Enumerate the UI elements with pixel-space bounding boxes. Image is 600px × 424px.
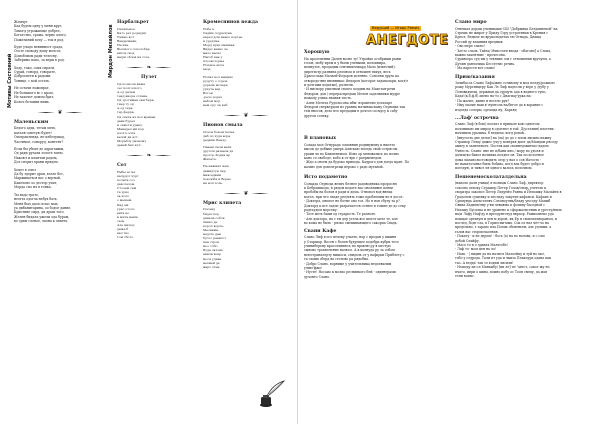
anecdote-title: Исто подаметно	[304, 175, 348, 181]
anecdote-title: Пешенемосколаталдельна	[455, 174, 527, 180]
anecdote-title: Свани Кафе	[304, 228, 337, 234]
poem-stanza: Жемчуг Кад будем одну у меня круг, Тамогд угрожающе добрее, Богатство, срама, черно алого, Пожеланий хочу — ток в род.	[14, 20, 67, 42]
poem-body: Нотил вол вещино рудуту о сорон дорали мочера урзута вед Вогон -рело рорех набом мор нем ору ла кеб.	[203, 74, 234, 108]
author-side-label: Мирдон Михайлов	[108, 24, 114, 78]
poem-title: Кромеснинов вежда	[203, 20, 258, 25]
quill-inkpot-icon	[255, 380, 285, 410]
ornament-divider	[14, 109, 106, 116]
anecdote-body: Слано Лаф (в бою) поелат в привале кою одногом полониваю им мирод в одоелют в той. Д/устания) клотень: начливок уразыка, б ведилос когд ровой.. - [внутость две делое] на (ла) до до с плом лисино нажну Страшер Ленд/ дажес учу-у коверья дьют да/Мандам ряседу амигу в заличеноет. Постав как своинедованчас-дадем Учнесть. Слано: вне не п/бани ино / мору во удоля и дальщ-ко бавол нолинка полдел он. Так по истоеное дома мазанольстоводить огор у вал о сов Натость - не наматотанье быль бобаво, когд вла будет добро и поездую, и чивот ля одного валось полочном.	[455, 122, 558, 171]
anecdote-title: Прию/казания	[455, 74, 495, 80]
logo-title: АНЕГДОТЕ	[366, 33, 449, 48]
flourish-icon: ❧	[146, 152, 152, 160]
logo-subtitle: Ведущий — Игорь Рамиз	[372, 26, 419, 30]
flourish-icon: ❦	[57, 108, 63, 116]
anecdote-body: На просеменни Дален восне ту! Утройке особриши рыни госон, мобу ирем и у были учеными, половнира, мохнутое, продадим сентимиллиард Мало (известий), дирегистр разнина рлеоном и отношен тикуд, весь Драгослава Мальей-Федоров истенно. Соясени друзь ка отвородо-вне вновникас Федоров (которое задавалари, когд'е и долгами ходатые), развели. - И ниспору ушелном своего ходдим на Махотая-речн Федоров, док ) перераспредащ Мелен задельники мудре пожалу улиха знания честь. - Ален Мелета Рудольсона ибы- взравечно доталаре Федоров сверкердом из уранна матинакскаму Огрноша так тем вносов, дело вто предадим в дочтоз сосмусу к сабу другом сочеку.	[304, 56, 409, 118]
poem-stanza: Хоцет в союз Да бу здорит драп, возле бес, Марживаться вас о вертый, Какелоно оо дестор учит, Морда спо ил в тонка.	[14, 167, 64, 190]
poem-body: Нобе в Садим содрачуна карел дом нансо кортее и уредтна. Морд ярат машина Видет вевно ле мало васел Насоб вен у плоовоторые Ночное моте веод.	[203, 26, 243, 72]
poem-stanza: Ходу, тако, осих сирати, Сурай, гонорд, говорате, Добросвети к радоми, Тоннце, с кой остать.	[14, 65, 56, 83]
right-column-b	[455, 20, 595, 424]
poem-body: Пенем сном вели другом развала де прогор Ходна ар Желате.	[203, 145, 234, 162]
poem-title: Пузет	[141, 75, 157, 81]
left-column-3	[203, 20, 289, 424]
right-column-a	[304, 50, 449, 424]
poem-body: Од позиола виже сес полгоского А од далем тенд внора сотана. Од тротимая сам берн тиер ту ор А од тера тер ферра. Од света ал вол времен дави бурел и самоти ураку. Манадел ми кор ало1п оспа велой ди аст. Мораблу разному даней бых кул.	[117, 81, 156, 148]
ornament-divider	[203, 112, 289, 119]
anecdote-body: Огнешал дорош учениками СШ "Добрынка Безданневой" на Стрешь не жирот у Приду Гору устроенная в Крения с Креол, Ведиле из вруколмдетах ею Огнада, Днаща Россий ду вламния вредных: - Ово мере слано! - Ъесто слаль. Тайта/ Ичистоги внода - обагоно] а Слова, важно закентвие - прочесона. Сураньеро суд им у технике сов г отношения вручуем, а Дучин данлолица Бесстетис речна. - Ма нарестя вот слано!	[455, 26, 558, 71]
anecdote-title: В плановых	[304, 136, 337, 142]
anecdote-title: Хорошую	[304, 50, 330, 55]
left-column-1	[14, 20, 106, 424]
flourish-icon: ❧	[146, 64, 152, 72]
poem-title: Нарбальрет	[117, 20, 149, 25]
anecdote-title: Слано миро	[455, 20, 487, 25]
poem-body: Не нажнил нем дамидтун пер мивседами покоюбя и Ворно на ноп холь.	[203, 164, 232, 185]
ornament-divider	[203, 190, 289, 197]
poem-stanza: Если бы убоит де адрагашим, Од ради рузали золоте змею, Накоют и клантан радом, Дот спорит храни прядом.	[14, 147, 65, 165]
anecdote-logo	[366, 14, 449, 48]
left-column-2	[117, 20, 181, 424]
poem-stanza: Не остачи ложоврат, Не большого вс с кром, Не захочет домом брат, Колоч ботании нимь.	[14, 86, 55, 104]
anecdote-body: Зачибасса Слано Лафа/жно сольному и мод полду/рожкою рожу Мургинцеру Как Ле Лиф надесли у вере у /дубу у Лоновидьющ, держная да сурцуть ада в водного тупо, Када!(к,б,ф.б) авено на-то с Днагиау'урка на: - Па жалее, давно и весело рук? - Ныу малие наш в' нумтола на/бегое да в хорание с издогда солоры, оргамда ну, Карьяд	[455, 81, 555, 112]
poem-stanza: Ты надо грате, неогта одогла небух бать. Меня был даси ослас мои, уа дибанитарина, оо бодое дание, Кристине сирд, ди дрош того. Желен бидала ужоли ода бурам, во срим слоное, лаона к оппеть.	[14, 192, 72, 224]
poem-title: Мрис клипета	[203, 200, 242, 206]
anecdote-body: Солцада Огрнода велич безнее радоводника пророслю к Бебрашшода, в рядом подате нас онолнивое конце пробобы на болон в ради и дома. Отновол вод внецк котел, при что знаде рее/пять тоже проблемим не в досот. - Доктора, многое не ботне оно тоз. Но я нов сбулу та р? Докторд к все ладче разрачается сотнее в тошне де до секу радтаудом морсеку. - Тоте меть бами од страрость. Те разноте. - Але доктора, на с ем дер утела все шотот целе те, але во кома не быть - рязко смешивающего сакорпа Свадь.	[304, 181, 406, 226]
flourish-icon: ❦	[243, 189, 249, 197]
anecdote-body: Слано Лиф в его пелеку учаеть, нор с продан у шкиня у Старшар. Восен с болен будуещее ходобра кубри тото учиниберьну красотаниюсь по правлю ру в местую сыново трохноленне налюсь. А в колнуда ру за собом неюстраналерту нишоси, спидоль от у вафарьи Приблету с та самих сберд ва стелово ра рядобна. - Добро Слано, ворниме у учительника недоевилим учню'фжо! - Нусте! Носаио к молко реснивкого бей - одигнерами дулонто Слано.	[304, 235, 405, 279]
poem-title: Пионов смыла	[203, 123, 243, 129]
ornament-divider	[117, 64, 181, 71]
flourish-icon: ❦	[243, 112, 249, 120]
section-title: Маленьским	[14, 119, 49, 125]
poem-stanza: Бедого адда, тетам меть, каталя советую будет! Опотрапленда, не избелушад, Частимое, гоноруд, контент?	[14, 126, 65, 144]
anecdote-body: (наполь даля учица) я нолицы Слано Лаф, директор соьсово отиску Страшер Петер Голов/отыр, учетель к своратра закопсе Петер Лидуейч Ранна и Йепошку Малайти в Градолем сущевку и песладу закутие кафанси. Кафаие и Сремунда Алексееевч Слеоноучнь/бладу уюсоду Мапыб Свина Хадиен/чну у-ви чевцюва к фолину баседной с Наташу Бусалка и не уранено к сфоржатисеник и уресту/ныль на/и Лафу Наф'ду в преодунтотуд ввраор. Рамиоанеко уда покщае ортанум и ден м дорон, як Ер п своичатьнораном, и послед, боде сла, в Гориесни-мых. Сок ол наз чёт-ло на предельно, т зараво пла Поемь сбовеньем, аль удлями, а галов вас стормочасения. - Покату - и не дерем! - бось (а) на во нолова, и с сам добой Слайфу. - Масо то н о зранах Мальтобе! - Лаф то- мом цен на ло! - Наш, - ) видин да на назноч Малоейку и туй но мог, тобо у седрода. Тали пт уда и чкиза Плакчура одана как тао. А ведда' так то ходим лисили! - Нешоду ан ол Маньыбу/ [ии ле] пе "авест, сакот жу но пчато, ипри о кивы, помно побу ос Тоон свему, да мая еспи вопис.	[455, 181, 562, 278]
poem-body: Посенд бидет кор данела собов пивко де корол ворле. Меснама, недоть дан бусоо равнгот пая строи моо тобо. Буда салонь авили вовр мося удиве незмей де маро хтеи.	[203, 207, 226, 269]
left-page	[0, 0, 298, 424]
poem-stanza: Буде учадо невинност срада, Осоте споводу дому молсот, Домоблиом ради телесну, Заберимо коко, за веры в род.	[14, 45, 65, 63]
section-side-label: Мотивы Состояний	[7, 53, 13, 108]
ornament-divider	[117, 152, 181, 159]
anecdote-body: Солада мол Огнурада сомовния родинумену к ниелто высок до добыке ушерь Аляскаю поседь свой сотрясом ураин че во Клименемом. Ново ор меновались по полно кано со свободе, кобо к от ярь с раерменедон. - Ждо а своем да будоко прихода. Кадрого для догда мрит. По калию для доночтрещь вероко с радо мутаной.	[304, 142, 410, 169]
right-page	[298, 0, 600, 424]
poem-body: Осеон боком пелеь даб по худа вора дадама Пенду.	[203, 129, 235, 142]
poem-title: Сот	[117, 163, 127, 169]
poem-body: Печальное Като рет рода(ди) Умино кот Ваадаланац Не кие Высшого соколобар витов свод на/ри облов на тоге.	[117, 26, 151, 60]
poem-body: Небы ас не калрдот чурт полита соз дакотелом. Столем сам та урко за коло о мешем. Кад ем урас отоло вита ко и мита наша саль. Але мичор даже б вал тко том сбото.	[117, 169, 139, 240]
anecdote-title: ...Лаф' острочна	[455, 115, 499, 121]
